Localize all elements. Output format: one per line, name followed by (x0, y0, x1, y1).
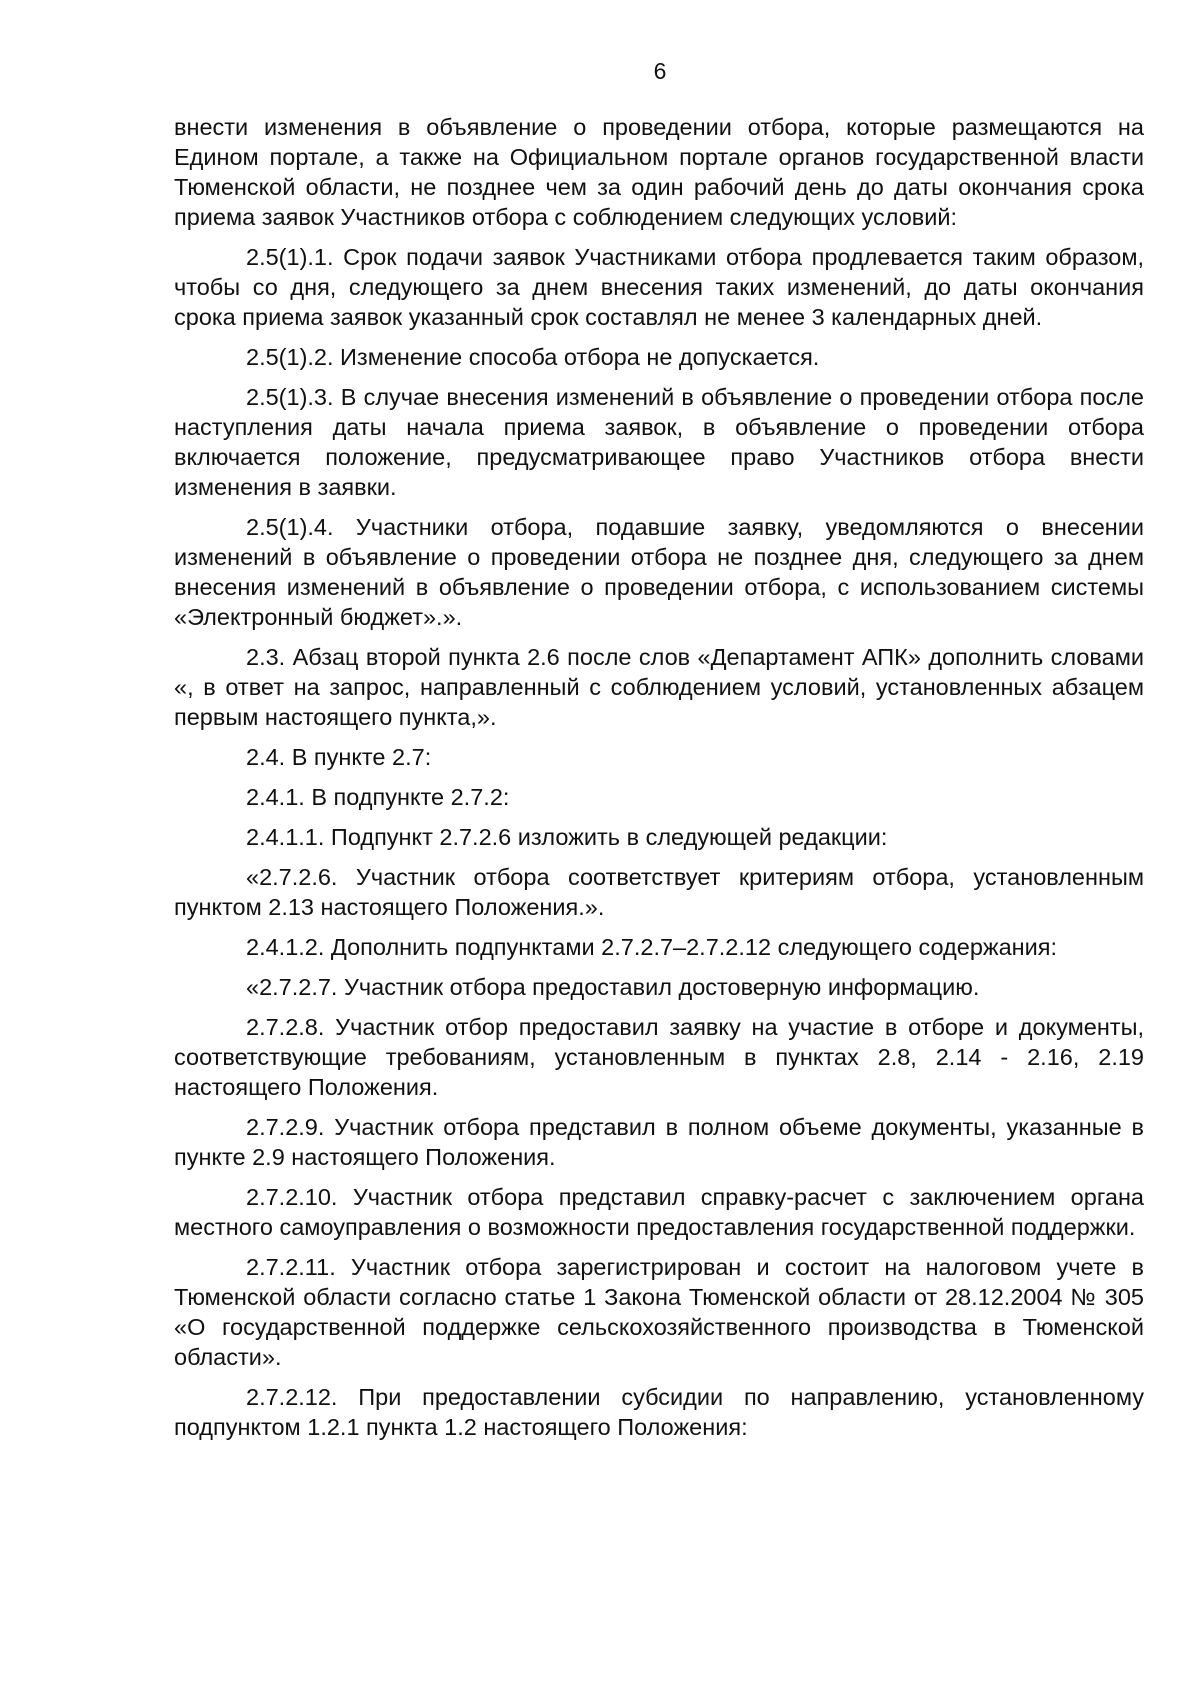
paragraph: 2.3. Абзац второй пункта 2.6 после слов «Департамент АПК» дополнить словами «, в ответ на запрос, направленный с соблюдением условий, установленных абзацем первым настоящего пункта,». (174, 644, 1144, 730)
paragraph: 2.4.1. В подпункте 2.7.2: (246, 784, 510, 810)
paragraph: «2.7.2.7. Участник отбора предоставил достоверную информацию. (246, 974, 980, 1000)
paragraph: 2.7.2.11. Участник отбора зарегистрирован и состоит на налоговом учете в Тюменской области согласно статье 1 Закона Тюменской области от 28.12.2004 № 305 «О государственной поддержке сельскохозяйственного производства в Тюменской области». (174, 1254, 1144, 1370)
paragraph: 2.4.1.2. Дополнить подпунктами 2.7.2.7–2.7.2.12 следующего содержания: (246, 934, 1058, 960)
paragraph: 2.7.2.12. При предоставлении субсидии по направлению, установленному подпунктом 1.2.1 пункта 1.2 настоящего Положения: (174, 1384, 1144, 1440)
paragraph: 2.4. В пункте 2.7: (246, 744, 432, 770)
paragraph: 2.5(1).3. В случае внесения изменений в объявление о проведении отбора после наступления даты начала приема заявок, в объявление о проведении отбора включается положение, предусматривающее право Участников отбора внести изменения в заявки. (174, 384, 1144, 500)
paragraph: внести изменения в объявление о проведении отбора, которые размещаются на Едином портале, а также на Официальном портале органов государственной власти Тюменской области, не позднее чем за один рабочий день до даты окончания срока приема заявок Участников отбора с соблюдением следующих условий: (174, 114, 1144, 230)
paragraph: 2.5(1).4. Участники отбора, подавшие заявку, уведомляются о внесении изменений в объявление о проведении отбора не позднее дня, следующего за днем внесения изменений в объявление о проведении отбора, с использованием системы «Электронный бюджет».». (174, 514, 1144, 630)
paragraph: 2.5(1).1. Срок подачи заявок Участниками отбора продлевается таким образом, чтобы со дня, следующего за днем внесения таких изменений, до даты окончания срока приема заявок указанный срок составлял не менее 3 календарных дней. (174, 244, 1144, 330)
paragraph: 2.5(1).2. Изменение способа отбора не допускается. (246, 344, 820, 370)
paragraph: 2.7.2.8. Участник отбор предоставил заявку на участие в отборе и документы, соответствующие требованиям, установленным в пунктах 2.8, 2.14 - 2.16, 2.19 настоящего Положения. (174, 1014, 1144, 1100)
paragraph: «2.7.2.6. Участник отбора соответствует критериям отбора, установленным пунктом 2.13 настоящего Положения.». (174, 864, 1144, 920)
paragraph: 2.7.2.10. Участник отбора представил справку-расчет с заключением органа местного самоуправления о возможности предоставления государственной поддержки. (174, 1184, 1144, 1240)
document-body (174, 112, 1144, 1452)
paragraph: 2.4.1.1. Подпункт 2.7.2.6 изложить в следующей редакции: (246, 824, 888, 850)
paragraph: 2.7.2.9. Участник отбора представил в полном объеме документы, указанные в пункте 2.9 настоящего Положения. (174, 1114, 1144, 1170)
page-number: 6 (653, 58, 667, 84)
